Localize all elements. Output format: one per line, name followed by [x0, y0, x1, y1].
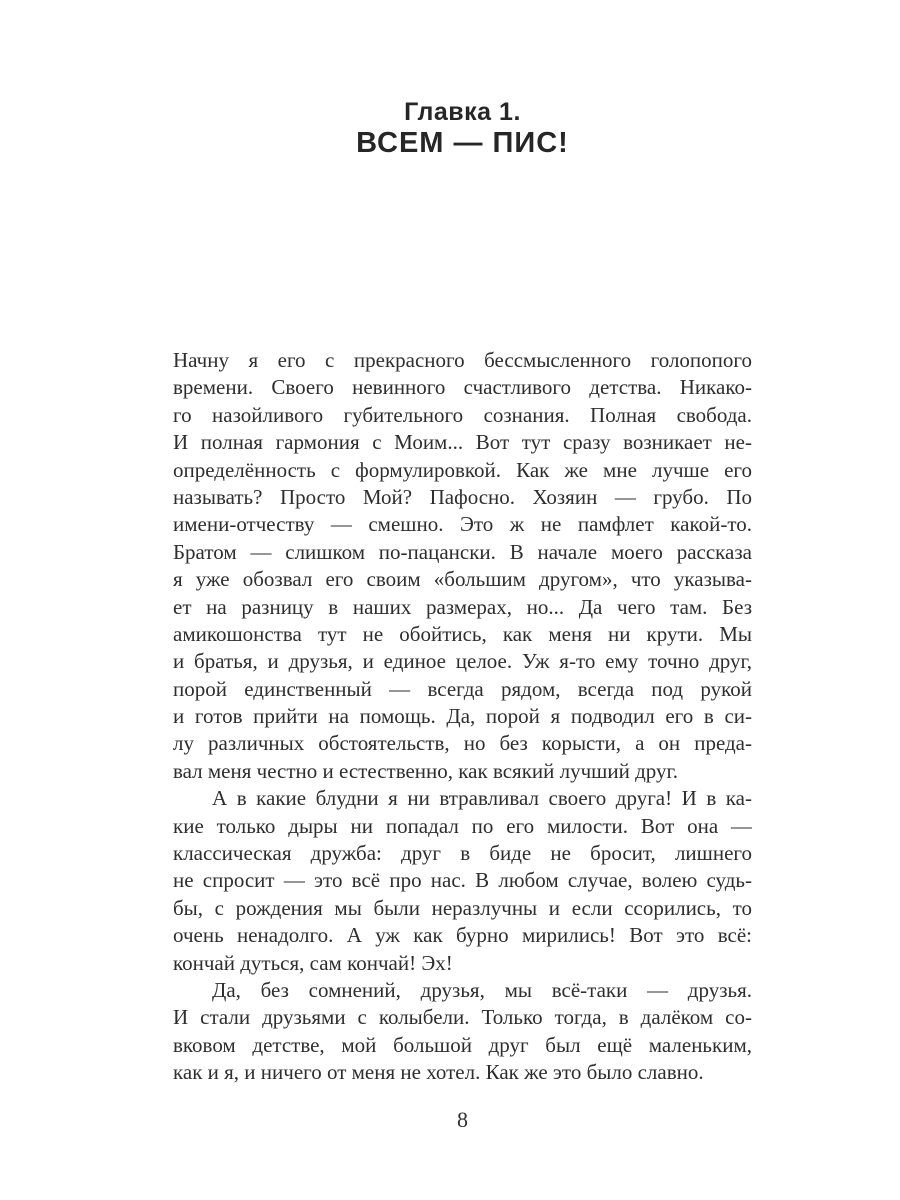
text-line: лу различных обстоятельств, но без корысти, а он преда-	[173, 731, 752, 756]
text-line: И полная гармония с Моим... Вот тут сразу возникает не-	[173, 430, 752, 455]
text-line: времени. Своего невинного счастливого детства. Никако-	[173, 375, 752, 400]
text-line: ет на разницу в наших размерах, но... Да чего там. Без	[173, 594, 752, 619]
text-line: А в какие блудни я ни втравливал своего друга! И в ка-	[212, 786, 752, 811]
text-line: вал меня честно и естественно, как всякий лучший друг.	[173, 758, 678, 783]
chapter-title-heading: ВСЕМ — ПИС!	[356, 127, 569, 159]
text-line: порой единственный — всегда рядом, всегда под рукой	[173, 676, 752, 701]
text-line: кончай дуться, сам кончай! Эх!	[173, 950, 453, 975]
text-line: амикошонства тут не обойтись, как меня ни крути. Мы	[173, 621, 752, 646]
text-line: и готов прийти на помощь. Да, порой я подводил его в си-	[173, 704, 752, 729]
text-line: кие только дыры ни попадал по его милости. Вот она —	[173, 813, 752, 838]
text-line: го назойливого губительного сознания. Полная свобода.	[173, 402, 752, 427]
text-line: называть? Просто Мой? Пафосно. Хозяин — грубо. По	[173, 484, 752, 509]
text-line: классическая дружба: друг в биде не бросит, лишнего	[173, 841, 752, 866]
text-line: Братом — слишком по-пацански. В начале моего рассказа	[173, 539, 752, 564]
text-line: как и я, и ничего от меня не хотел. Как же это было славно.	[173, 1060, 704, 1085]
page-number: 8	[457, 1107, 468, 1132]
text-line: вковом детстве, мой большой друг был ещё маленьким,	[173, 1032, 752, 1057]
chapter-heading	[173, 99, 752, 160]
text-line: я уже обозвал его своим «большим другом», что указыва-	[173, 567, 752, 592]
chapter-number-heading: Главка 1.	[404, 98, 521, 126]
text-line: Да, без сомнений, друзья, мы всё-таки — друзья.	[212, 977, 752, 1002]
text-line: и братья, и друзья, и единое целое. Уж я-то ему точно друг,	[173, 649, 752, 674]
text-line: имени-отчеству — смешно. Это ж не памфлет какой-то.	[173, 512, 752, 537]
text-line: И стали друзьями с колыбели. Только тогда, в далёком со-	[173, 1005, 752, 1030]
text-line: бы, с рождения мы были неразлучны и если ссорились, то	[173, 895, 752, 920]
body-text	[173, 347, 752, 1087]
text-line: очень ненадолго. А уж как бурно мирились! Вот это всё:	[173, 923, 752, 948]
text-line: определённость с формулировкой. Как же мне лучше его	[173, 457, 752, 482]
text-line: не спросит — это всё про нас. В любом случае, волею судь-	[173, 868, 752, 893]
text-line: Начну я его с прекрасного бессмысленного голопопого	[173, 348, 752, 372]
